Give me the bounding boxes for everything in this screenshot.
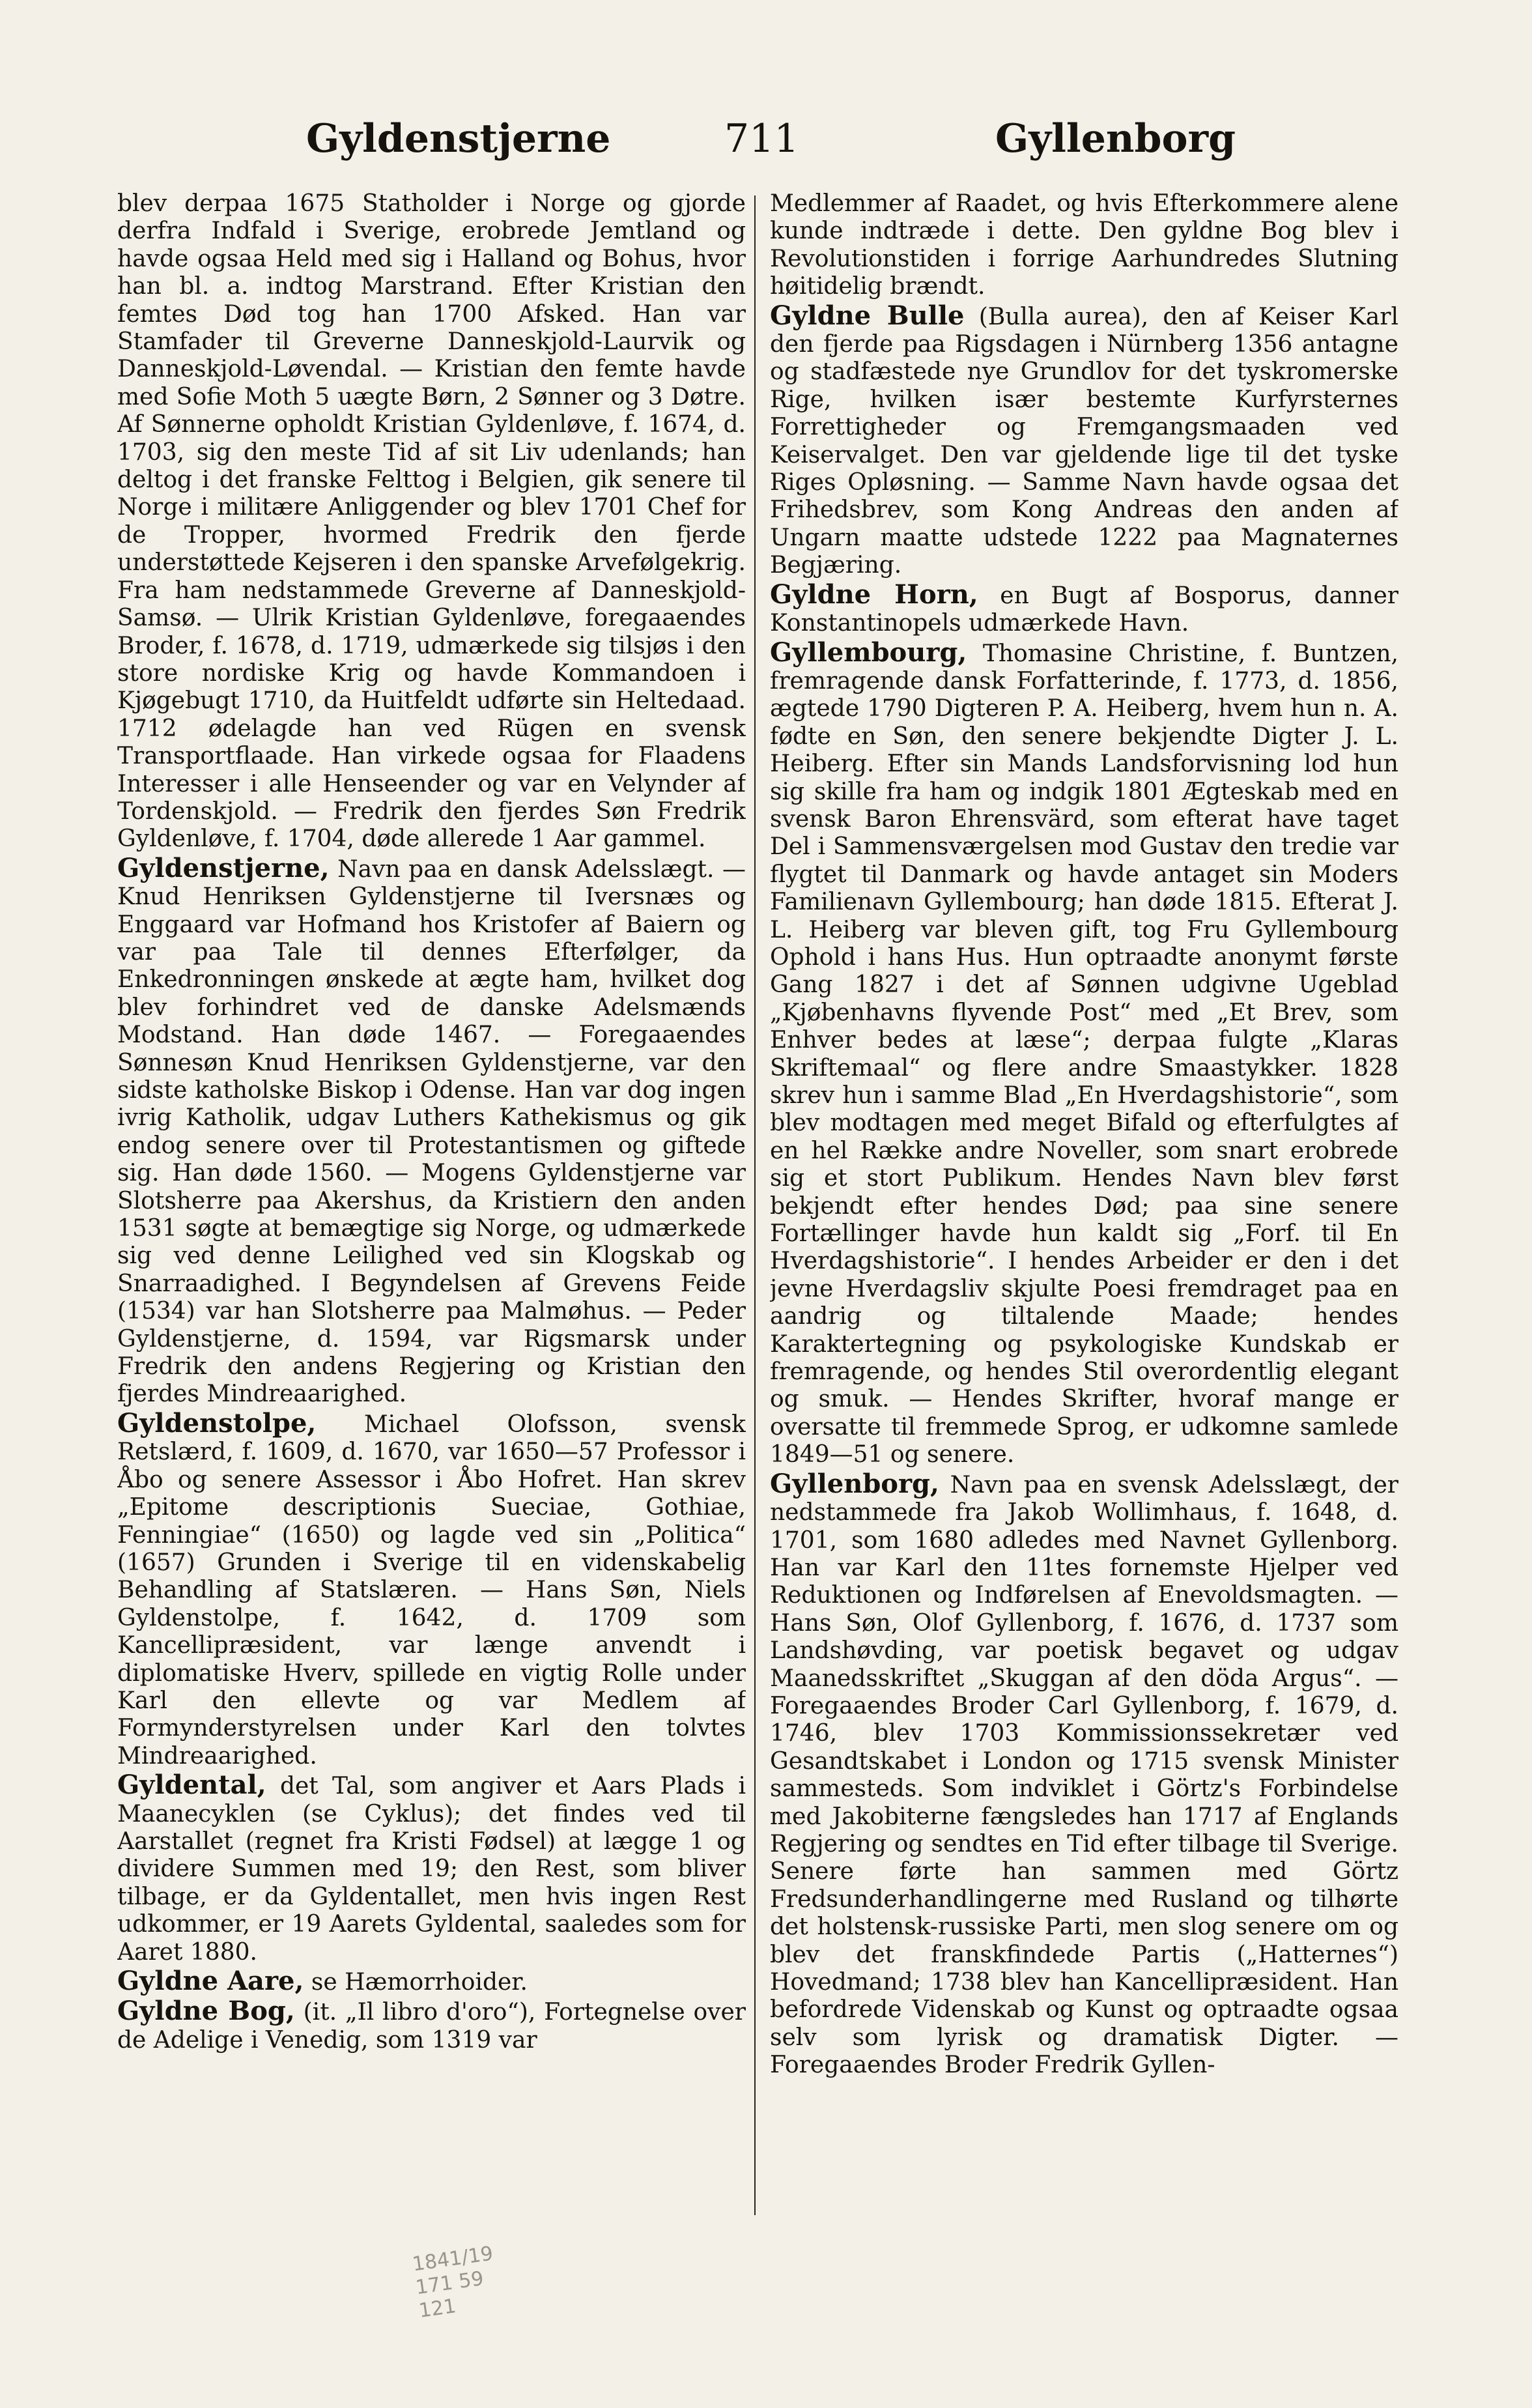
entry-gyldne-aare <box>117 1968 746 1996</box>
entry-headword: Gyldenstolpe, <box>117 1407 317 1439</box>
entry-text: blev derpaa 1675 Statholder i Norge og gjorde derfra Indfald i Sverige, erobrede Jemtland og havde ogsaa Held med sig i Halland og Bohus, hvor han bl. a. indtog Marstrand. Efter Kristian den femtes Død tog han 1700 Afsked. Han var Stamfader til Greverne Danneskjold-Laurvik og Danneskjold-Løvendal. — Kristian den femte havde med Sofie Moth 5 uægte Børn, 2 Sønner og 3 Døtre. Af Sønnerne opholdt Kristian Gyldenløve, f. 1674, d. 1703, sig den meste Tid af sit Liv udenlands; han deltog i det franske Felttog i Belgien, gik senere til Norge i militære Anliggender og blev 1701 Chef for de Tropper, hvormed Fredrik den fjerde understøttede Kejseren i den spanske Arvefølgekrig. Fra ham nedstammede Greverne af Danneskjold-Samsø. — Ulrik Kristian Gyldenløve, foregaaendes Broder, f. 1678, d. 1719, udmærkede sig tilsjøs i den store nordiske Krig og havde Kommandoen i Kjøgebugt 1710, da Huitfeldt udførte sin Heltedaad. 1712 ødelagde han ved Rügen en svensk Transportflaade. Han virkede ogsaa for Flaadens Interesser i alle Henseender og var en Velynder af Tordenskjold. — Fredrik den fjerdes Søn Fredrik Gyldenløve, f. 1704, døde allerede 1 Aar gammel. <box>117 190 746 853</box>
entry-gyldne-bog-continued <box>770 189 1398 301</box>
entry-text: (Bulla aurea), den af Keiser Karl den fjerde paa Rigsdagen i Nürnberg 1356 antagne og stadfæstede nye Grundlov for det tyskromerske Rige, hvilken især bestemte Kurfyrsternes Forrettigheder og Fremgangsmaaden ved Keiservalget. Den var gjeldende lige til det tyske Riges Opløsning. — Samme Navn havde ogsaa det Frihedsbrev, som Kong Andreas den anden af Ungarn maatte udstede 1222 paa Magnaternes Begjæring. <box>770 303 1398 579</box>
entry-headword: Gyldental, <box>117 1770 266 1801</box>
entry-headword: Gyldne Aare, <box>117 1966 304 1996</box>
entry-gyldenlove-continued <box>117 189 746 853</box>
pencil-line: 1841/19 <box>410 2242 495 2276</box>
entry-headword: Gyllembourg, <box>770 637 967 668</box>
entry-headword: Gyldne Horn, <box>770 579 978 610</box>
entry-gyldenstjerne <box>117 852 746 1409</box>
pencil-annotation <box>411 2230 592 2351</box>
pencil-line: 171 59 <box>414 2267 485 2300</box>
entry-text: Thomasine Christine, f. Buntzen, fremragende dansk Forfatterinde, f. 1773, d. 1856, ægtede 1790 Digteren P. A. Heiberg, hvem hun n. A. fødte en Søn, den senere bekjendte Digter J. L. Heiberg. Efter sin Mands Landsforvisning lod hun sig skille fra ham og indgik 1801 Ægteskab med en svensk Baron Ehrensvärd, som efterat have taget Del i Sammensværgelsen mod Gustav den tredie var flygtet til Danmark og havde antaget sin Moders Familienavn Gyllembourg; han døde 1815. Efterat J. L. Heiberg var bleven gift, tog Fru Gyllembourg Ophold i hans Hus. Hun optraadte anonymt første Gang 1827 i det af Sønnen udgivne Ugeblad „Kjøbenhavns flyvende Post“ med „Et Brev, som Enhver bedes at læse“; derpaa fulgte „Klaras Skriftemaal“ og flere andre Smaastykker. 1828 skrev hun i samme Blad „En Hverdagshistorie“, som blev modtagen med meget Bifald og efterfulgtes af en hel Række andre Noveller, som snart erobrede sig et stort Publikum. Hendes Navn blev først bekjendt efter hendes Død; paa sine senere Fortællinger havde hun kaldt sig „Forf. til En Hverdagshistorie“. I hendes Arbeider er den i det jevne Hverdagsliv skjulte Poesi fremdraget paa en aandrig og tiltalende Maade; hendes Karaktertegning og psykologiske Kundskab er fremragende, og hendes Stil overordentlig elegant og smuk. — Hendes Skrifter, hvoraf mange er oversatte til fremmede Sprog, er udkomne samlede 1849—51 og senere. <box>770 640 1398 1469</box>
entry-text: se Hæmorrhoider. <box>311 1969 528 1996</box>
entry-gyllembourg <box>770 639 1398 1469</box>
entry-gyldental <box>117 1771 746 1966</box>
entry-text: Navn paa en svensk Adelsslægt, der nedstammede fra Jakob Wollimhaus, f. 1648, d. 1701, som 1680 adledes med Navnet Gyllenborg. Han var Karl den 11tes fornemste Hjelper ved Reduktionen og Indførelsen af Enevoldsmagten. — Hans Søn, Olof Gyllenborg, f. 1676, d. 1737 som Landshøvding, var poetisk begavet og udgav Maanedsskriftet „Skuggan af den döda Argus“. — Foregaaendes Broder Carl Gyllenborg, f. 1679, d. 1746, blev 1703 Kommissionssekretær ved Gesandtskabet i London og 1715 svensk Minister sammesteds. Som indviklet i Görtz's Forbindelse med Jakobiterne fængsledes han 1717 af Englands Regjering og sendtes en Tid efter tilbage til Sverige. Senere førte han sammen med Görtz Fredsunderhandlingerne med Rusland og tilhørte det holstensk-russiske Parti, men slog senere om og blev det franskfindede Partis („Hatternes“) Hovedmand; 1738 blev han Kancellipræsident. Han befordrede Videnskab og Kunst og optraadte ogsaa selv som lyrisk og dramatisk Digter. — Foregaaendes Broder Fredrik Gyllen- <box>770 1471 1398 2079</box>
entry-gyldne-horn <box>770 581 1398 638</box>
column-divider <box>754 195 756 2215</box>
entry-text: Medlemmer af Raadet, og hvis Efterkommere alene kunde indtræde i dette. Den gyldne Bog blev i Revolutionstiden i forrige Aarhundredes Slutning høitidelig brændt. <box>770 190 1398 300</box>
entry-text: en Bugt af Bosporus, danner Konstantinopels udmærkede Havn. <box>770 582 1398 637</box>
entry-gyldne-bog <box>117 1998 746 2054</box>
entry-headword: Gyldenstjerne, <box>117 852 330 883</box>
entry-gyldne-bulle <box>770 302 1398 580</box>
entry-text: (it. „Il libro d'oro“), Fortegnelse over de Adelige i Venedig, som 1319 var <box>117 1999 746 2054</box>
page-number: 711 <box>724 116 799 162</box>
entry-headword: Gyllenborg, <box>770 1468 939 1499</box>
entry-gyldenstolpe <box>117 1407 746 1770</box>
entry-text: det Tal, som angiver et Aars Plads i Maanecyklen (se Cyklus); det findes ved til Aarstallet (regnet fra Kristi Fødsel) at lægge 1 og dividere Summen med 19; den Rest, som bliver tilbage, er da Gyldentallet, men hvis ingen Rest udkommer, er 19 Aarets Gyldental, saaledes som for Aaret 1880. <box>117 1773 746 1966</box>
page-header <box>0 116 1532 175</box>
entry-text: Michael Olofsson, svensk Retslærd, f. 1609, d. 1670, var 1650—57 Professor i Åbo og senere Assessor i Åbo Hofret. Han skrev „Epitome descriptionis Sueciae, Gothiae, Fenningiae“ (1650) og lagde ved sin „Politica“ (1657) Grunden i Sverige til en videnskabelig Behandling af Statslæren. — Hans Søn, Niels Gyldenstolpe, f. 1642, d. 1709 som Kancellipræsident, var længe anvendt i diplomatiske Hverv, spillede en vigtig Rolle under Karl den ellevte og var Medlem af Formynderstyrelsen under Karl den tolvtes Mindreaarighed. <box>117 1411 746 1770</box>
entry-text: Navn paa en dansk Adelsslægt. — Knud Henriksen Gyldenstjerne til Iversnæs og Enggaard var Hofmand hos Kristofer af Baiern og var paa Tale til dennes Efterfølger, da Enkedronningen ønskede at ægte ham, hvilket dog blev forhindret ved de danske Adelsmænds Modstand. Han døde 1467. — Foregaaendes Sønnesøn Knud Henriksen Gyldenstjerne, var den sidste katholske Biskop i Odense. Han var dog ingen ivrig Katholik, udgav Luthers Kathekismus og gik endog senere over til Protestantismen og giftede sig. Han døde 1560. — Mogens Gyldenstjerne var Slotsherre paa Akershus, da Kristiern den anden 1531 søgte at bemægtige sig Norge, og udmærkede sig ved denne Leilighed ved sin Klogskab og Snarraadighed. I Begyndelsen af Grevens Feide (1534) var han Slotsherre paa Malmøhus. — Peder Gyldenstjerne, d. 1594, var Rigsmarsk under Fredrik den andens Regjering og Kristian den fjerdes Mindreaarighed. <box>117 855 746 1408</box>
right-column <box>770 189 1398 2222</box>
entry-headword: Gyldne Bulle <box>770 300 965 331</box>
entry-headword: Gyldne Bog, <box>117 1996 295 2027</box>
header-right-catchword: Gyllenborg <box>995 116 1236 162</box>
left-column <box>117 189 746 2222</box>
entry-gyllenborg <box>770 1470 1398 2080</box>
header-left-catchword: Gyldenstjerne <box>306 116 611 162</box>
pencil-line: 121 <box>417 2295 458 2323</box>
